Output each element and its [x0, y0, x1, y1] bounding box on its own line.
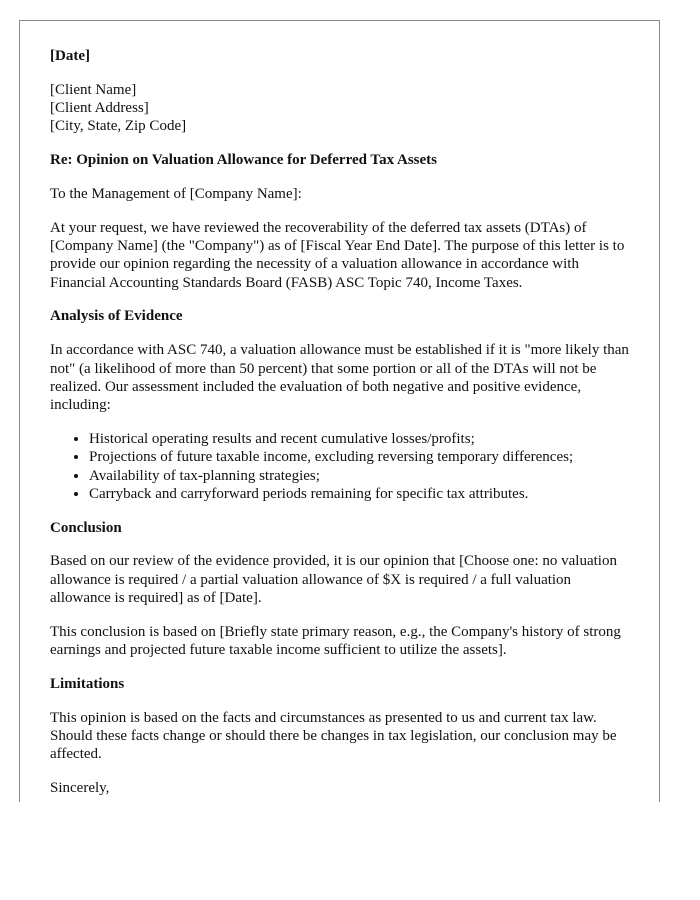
- closing: Sincerely,: [50, 780, 110, 797]
- limitations-paragraph: This opinion is based on the facts and circumstances as presented to us and current tax law. Should these facts change or should there be changes in tax legislation, our conclusion may be affected.: [50, 709, 617, 763]
- list-item: • Availability of tax-planning strategies;: [89, 467, 631, 485]
- client-city-state-zip: [City, State, Zip Code]: [50, 118, 187, 135]
- analysis-heading: Analysis of Evidence: [50, 308, 183, 325]
- salutation: To the Management of [Company Name]:: [50, 185, 302, 202]
- list-item: • Carryback and carryforward periods remaining for specific tax attributes.: [89, 485, 631, 503]
- conclusion-heading: Conclusion: [50, 519, 122, 536]
- analysis-paragraph: In accordance with ASC 740, a valuation allowance must be established if it is "more likely than not" (a likelihood of more than 50 percent) that some portion or all of the DTAs will not be realized. Our assessment included the evaluation of both negative and positive evidence, including:: [50, 342, 629, 414]
- list-item: • Projections of future taxable income, excluding reversing temporary differences;: [89, 448, 631, 466]
- conclusion-reason-paragraph: This conclusion is based on [Briefly state primary reason, e.g., the Company's history of strong earnings and projected future taxable income sufficient to utilize the assets].: [50, 623, 621, 659]
- evidence-list: [50, 430, 631, 503]
- letter-date: [Date]: [50, 48, 90, 64]
- client-address-block: [50, 81, 631, 136]
- letter-subject: Re: Opinion on Valuation Allowance for Deferred Tax Assets: [50, 152, 437, 169]
- list-item: • Historical operating results and recent cumulative losses/profits;: [89, 430, 631, 448]
- conclusion-paragraph: Based on our review of the evidence provided, it is our opinion that [Choose one: no valuation allowance is required / a partial valuation allowance of $X is required / a full valuation allowance is required] as of [Date].: [50, 553, 617, 607]
- limitations-heading: Limitations: [50, 675, 125, 692]
- client-name: [Client Name]: [50, 81, 137, 98]
- letter-page: [19, 20, 660, 802]
- client-address: [Client Address]: [50, 100, 149, 117]
- intro-paragraph: At your request, we have reviewed the recoverability of the deferred tax assets (DTAs) of [Company Name] (the "Company") as of [Fiscal Year End Date]. The purpose of this letter is to provide our opinion regarding the necessity of a valuation allowance in accordance with Financial Accounting Standards Board (FASB) ASC Topic 740, Income Taxes.: [50, 219, 625, 291]
